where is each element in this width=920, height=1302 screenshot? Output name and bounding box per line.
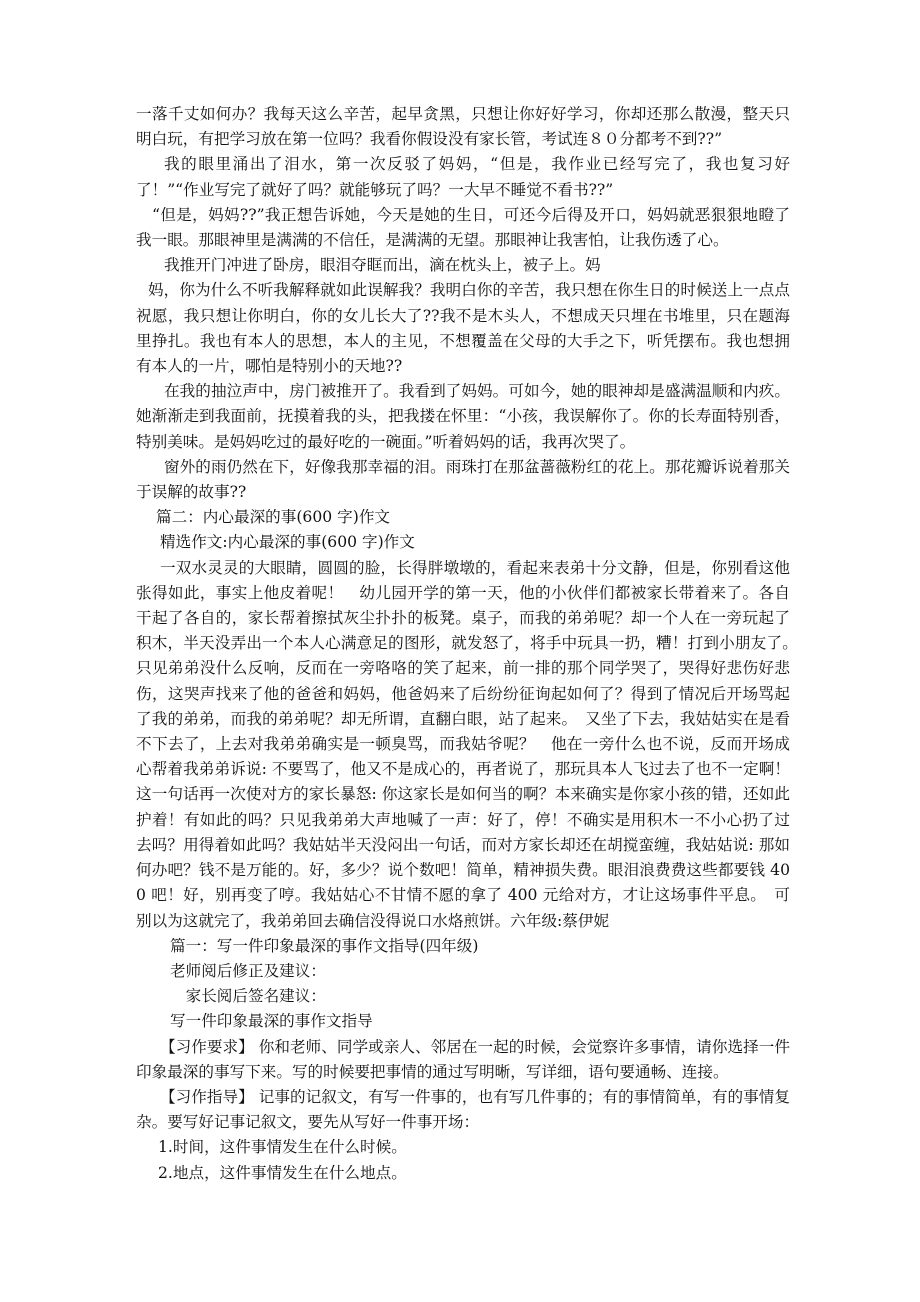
section-heading-2: 篇二：内心最深的事(600 字)作文	[156, 508, 391, 527]
paragraph-6: 在我的抽泣声中，房门被推开了。我看到了妈妈。可如今，她的眼神却是盛满温顺和内疚。她渐渐走到我面前，抚摸着我的头，把我搂在怀里：“小孩，我误解你了。你的长寿面特别香，特别美味。是妈妈吃过的最好吃的一碗面。”听着妈妈的话，我再次哭了。	[136, 382, 790, 451]
essay-body: 一双水灵灵的大眼睛，圆圆的脸，长得胖墩墩的，看起来表弟十分文静，但是，你别看这他张得如此，事实上他皮着呢！ 幼儿园开学的第一天，他的小伙伴们都被家长带着来了。各自干起了各自的，家长帮着擦拭灰尘扑扑的板凳。桌子，而我的弟弟呢？却一个人在一旁玩起了积木，半天没弄出一个本人心满意足的图形，就发怒了，将手中玩具一扔，糟！打到小朋友了。 只见弟弟没什么反响，反而在一旁咯咯的笑了起来，前一排的那个同学哭了，哭得好悲伤好悲伤，这哭声找来了他的爸爸和妈妈，他爸妈来了后纷纷征询起如何了？得到了情况后开场骂起了我的弟弟，而我的弟弟呢？却无所谓，直翻白眼，站了起来。 又坐了下去，我姑姑实在是看不下去了，上去对我弟弟确实是一顿臭骂，而我姑爷呢？ 他在一旁什么也不说，反而开场成心帮着我弟弟诉说: 不要骂了，他又不是成心的，再者说了，那玩具本人飞过去了也不一定啊！ 这一句话再一次使对方的家长暴怒: 你这家长是如何当的啊？本来确实是你家小孩的错，还如此护着！有如此的吗？只见我弟弟大声地喊了一声：好了，停！不确实是用积木一不小心扔了过去吗？用得着如此吗？我姑姑半天没闷出一句话，而对方家长却还在胡搅蛮缠，我姑姑说: 那如何办吧？钱不是万能的。好，多少？说个数吧！简单，精神损失费。眼泪浪费费这些都要钱 400 吧！好，别再变了哼。我姑姑心不甘情不愿的拿了 400 元给对方，才让这场事件平息。 可别以为这就完了，我弟弟回去确信没得说口水烙煎饼。六年级:蔡伊妮	[136, 558, 806, 930]
guide-title: 写一件印象最深的事作文指导	[170, 1012, 373, 1031]
paragraph-5: 妈，你为什么不听我解释就如此误解我？我明白你的辛苦，我只想在你生日的时候送上一点点祝愿，我只想让你明白，你的女儿长大了??我不是木头人，不想成天只埋在书堆里，只在题海里挣扎。我也有本人的思想，本人的主见，不想覆盖在父母的大手之下，听凭摆布。我也想拥有本人的一片，哪怕是特别小的天地??	[136, 281, 790, 376]
paragraph-3: “但是，妈妈??”我正想告诉她，今天是她的生日，可还今后得及开口，妈妈就恶狠狠地瞪了我一眼。那眼神里是满满的不信任，是满满的无望。那眼神让我害怕，让我伤透了心。	[136, 205, 790, 250]
requirements-paragraph: 【习作要求】 你和老师、同学或亲人、邻居在一起的时候，会觉察许多事情，请你选择一件印象最深的事写下来。写的时候要把事情的通过写明晰，写详细，语句要通畅、连接。	[136, 1037, 790, 1081]
teacher-review-line: 老师阅后修正及建议：	[170, 961, 326, 980]
paragraph-2: 我的眼里涌出了泪水，第一次反驳了妈妈，“但是，我作业已经写完了，我也复习好了！”“作业写完了就好了吗？就能够玩了吗？一大早不睡觉不看书??”	[136, 155, 790, 199]
essay-title: 精选作文:内心最深的事(600 字)作文	[160, 533, 415, 552]
section-heading-1: 篇一：写一件印象最深的事作文指导(四年级)	[170, 936, 479, 955]
list-item-place: 2.地点，这件事情发生在什么地点。	[158, 1163, 407, 1182]
paragraph-4: 我推开门冲进了卧房，眼泪夺眶而出，滴在枕头上，被子上。妈	[164, 256, 601, 275]
list-item-time: 1.时间，这件事情发生在什么时候。	[158, 1138, 407, 1157]
paragraph-7: 窗外的雨仍然在下，好像我那幸福的泪。雨珠打在那盆蔷薇粉红的花上。那花瓣诉说着那关于误解的故事??	[136, 457, 790, 502]
paragraph-1: 一落千丈如何办？我每天这么辛苦，起早贪黑，只想让你好好学习，你却还那么散漫，整天只明白玩，有把学习放在第一位吗？我看你假设没有家长管，考试连８０分都考不到??”	[136, 105, 790, 149]
guidance-paragraph: 【习作指导】 记事的记叙文，有写一件事的，也有写几件事的；有的事情简单，有的事情复杂。要写好记事记叙文，要先从写好一件事开场：	[136, 1087, 790, 1132]
parent-sign-line: 家长阅后签名建议：	[170, 987, 326, 1006]
document-body	[136, 102, 806, 1186]
